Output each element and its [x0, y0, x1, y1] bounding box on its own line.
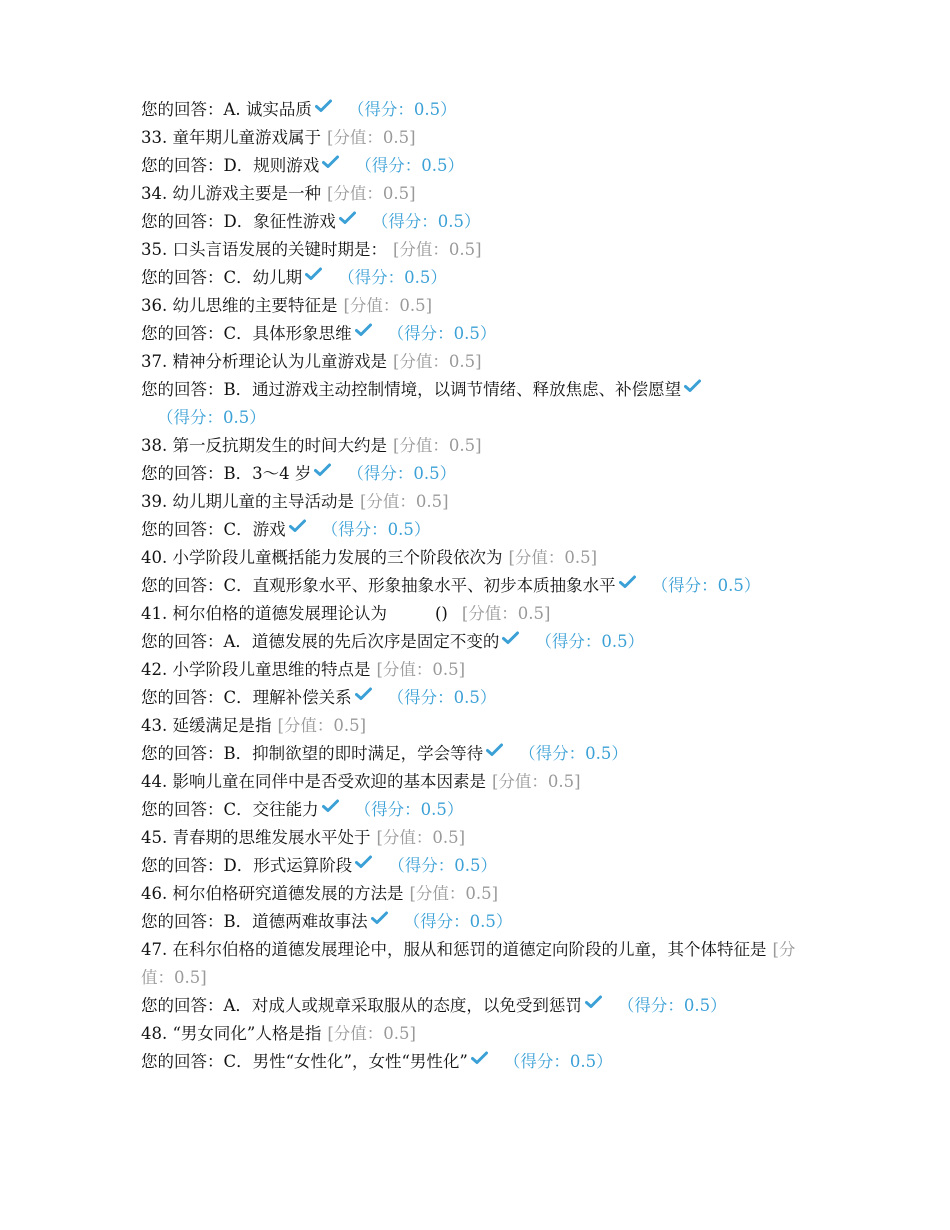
answer-text: B．道德两难故事法 [223, 912, 368, 931]
question-text: 35. 口头言语发展的关键时期是： [141, 240, 387, 259]
answer-prefix: 您的回答： [141, 800, 224, 819]
answer-prefix: 您的回答： [141, 912, 224, 931]
value-label: [分值：0.5] [141, 940, 796, 987]
answer-text: A．对成人或规章采取服从的态度，以免受到惩罚 [223, 996, 582, 1015]
answer-line [141, 992, 821, 1020]
value-label: [分值：0.5] [461, 604, 551, 623]
checkmark-icon [289, 519, 306, 533]
answer-text: B．通过游戏主动控制情境，以调节情绪、释放焦虑、补偿愿望 [223, 380, 682, 399]
question-text: 45. 青春期的思维发展水平处于 [141, 828, 371, 847]
answer-line [141, 908, 821, 936]
question-text: 41. 柯尔伯格的道德发展理论认为 [141, 604, 387, 623]
checkmark-icon [471, 1051, 488, 1065]
value-label: [分值：0.5] [393, 240, 482, 259]
answer-prefix: 您的回答： [141, 380, 224, 399]
checkmark-icon [339, 211, 356, 225]
score-label: （得分：0.5） [347, 100, 457, 119]
answer-line [141, 852, 821, 880]
score-label: （得分：0.5） [617, 996, 727, 1015]
value-label: [分值：0.5] [376, 828, 466, 847]
question-line [141, 712, 821, 740]
checkmark-icon [305, 267, 322, 281]
score-label: （得分：0.5） [347, 464, 457, 483]
answer-line [141, 208, 821, 236]
question-text: 43. 延缓满足是指 [141, 716, 272, 735]
answer-text: A. 诚实品质 [223, 100, 312, 119]
question-text: 36. 幼儿思维的主要特征是 [141, 296, 338, 315]
question-text: 44. 影响儿童在同伴中是否受欢迎的基本因素是 [141, 772, 486, 791]
answer-text: C．男性“女性化”，女性“男性化” [223, 1052, 468, 1071]
score-label: （得分：0.5） [503, 1052, 613, 1071]
answer-prefix: 您的回答： [141, 324, 224, 343]
answer-line [141, 376, 741, 432]
question-line [141, 544, 821, 572]
answer-line [141, 264, 821, 292]
checkmark-icon [684, 379, 701, 393]
score-label: （得分：0.5） [651, 576, 761, 595]
score-label: （得分：0.5） [338, 268, 447, 287]
answer-text: C．幼儿期 [223, 268, 303, 287]
question-text: 46. 柯尔伯格研究道德发展的方法是 [141, 884, 404, 903]
value-label: [分值：0.5] [327, 184, 416, 203]
answer-prefix: 您的回答： [141, 464, 224, 483]
answer-text: D．象征性游戏 [223, 212, 336, 231]
question-line [141, 180, 821, 208]
score-label: （得分：0.5） [519, 744, 628, 763]
checkmark-icon [585, 995, 602, 1009]
answer-line [141, 796, 821, 824]
score-label: （得分：0.5） [387, 688, 497, 707]
question-text: 47. 在科尔伯格的道德发展理论中，服从和惩罚的道德定向阶段的儿童，其个体特征是 [141, 940, 767, 959]
question-line [141, 432, 821, 460]
score-label: （得分：0.5） [535, 632, 645, 651]
checkmark-icon [371, 911, 388, 925]
score-label: （得分：0.5） [321, 520, 431, 539]
answer-prefix: 您的回答： [141, 576, 224, 595]
question-line [141, 292, 821, 320]
question-text: 33. 童年期儿童游戏属于 [141, 128, 321, 147]
value-label: [分值：0.5] [393, 352, 482, 371]
question-text: 37. 精神分析理论认为儿童游戏是 [141, 352, 387, 371]
answer-text: C．交往能力 [223, 800, 319, 819]
value-label: [分值：0.5] [393, 436, 482, 455]
checkmark-icon [314, 463, 331, 477]
answer-line [141, 516, 821, 544]
answer-line [141, 96, 821, 124]
answer-prefix: 您的回答： [141, 996, 224, 1015]
question-text: 38. 第一反抗期发生的时间大约是 [141, 436, 387, 455]
value-label: [分值：0.5] [327, 1024, 416, 1043]
answer-text: C．理解补偿关系 [223, 688, 352, 707]
answer-prefix: 您的回答： [141, 856, 224, 875]
score-label: （得分：0.5） [387, 324, 497, 343]
answer-text: A．道德发展的先后次序是固定不变的 [223, 632, 500, 651]
answer-line [141, 152, 821, 180]
checkmark-icon [619, 575, 636, 589]
answer-line [141, 684, 821, 712]
question-line [141, 488, 821, 516]
question-text: 40. 小学阶段儿童概括能力发展的三个阶段依次为 [141, 548, 503, 567]
checkmark-icon [355, 323, 372, 337]
score-label: （得分：0.5） [355, 156, 464, 175]
answer-line [141, 572, 791, 600]
question-blank: () [435, 604, 448, 623]
question-line [141, 824, 821, 852]
answer-line [141, 320, 821, 348]
question-line [141, 768, 821, 796]
question-text: 39. 幼儿期儿童的主导活动是 [141, 492, 354, 511]
answer-line [141, 1048, 821, 1076]
answer-line [141, 460, 821, 488]
checkmark-icon [355, 687, 372, 701]
quiz-results-document [141, 96, 821, 1076]
checkmark-icon [502, 631, 519, 645]
value-label: [分值：0.5] [492, 772, 581, 791]
question-line [141, 880, 821, 908]
score-label: （得分：0.5） [403, 912, 513, 931]
question-text: 42. 小学阶段儿童思维的特点是 [141, 660, 371, 679]
value-label: [分值：0.5] [343, 296, 433, 315]
value-label: [分值：0.5] [376, 660, 466, 679]
question-line [141, 124, 821, 152]
value-label: [分值：0.5] [360, 492, 449, 511]
question-line [141, 1020, 821, 1048]
value-label: [分值：0.5] [277, 716, 367, 735]
answer-line [141, 740, 821, 768]
answer-text: D．形式运算阶段 [223, 856, 353, 875]
score-label: （得分：0.5） [157, 408, 266, 427]
answer-prefix: 您的回答： [141, 268, 224, 287]
answer-prefix: 您的回答： [141, 156, 224, 175]
checkmark-icon [322, 799, 339, 813]
checkmark-icon [315, 99, 332, 113]
question-text: 34. 幼儿游戏主要是一种 [141, 184, 321, 203]
question-line [141, 348, 821, 376]
score-label: （得分：0.5） [388, 856, 497, 875]
checkmark-icon [355, 855, 372, 869]
answer-text: B．3～4 岁 [223, 464, 312, 483]
question-line [141, 236, 821, 264]
answer-line [141, 628, 821, 656]
answer-text: B．抑制欲望的即时满足，学会等待 [223, 744, 484, 763]
score-label: （得分：0.5） [371, 212, 481, 231]
checkmark-icon [322, 155, 339, 169]
answer-text: C．游戏 [223, 520, 286, 539]
score-label: （得分：0.5） [354, 800, 464, 819]
question-line [141, 656, 821, 684]
value-label: [分值：0.5] [409, 884, 499, 903]
answer-prefix: 您的回答： [141, 520, 224, 539]
answer-text: C．具体形象思维 [223, 324, 352, 343]
value-label: [分值：0.5] [508, 548, 598, 567]
answer-prefix: 您的回答： [141, 100, 224, 119]
question-text: 48. “男女同化”人格是指 [141, 1024, 322, 1043]
question-line [141, 600, 821, 628]
question-line [141, 936, 811, 992]
answer-prefix: 您的回答： [141, 688, 224, 707]
answer-prefix: 您的回答： [141, 744, 224, 763]
answer-text: C．直观形象水平、形象抽象水平、初步本质抽象水平 [223, 576, 616, 595]
answer-prefix: 您的回答： [141, 212, 224, 231]
checkmark-icon [486, 743, 503, 757]
value-label: [分值：0.5] [327, 128, 416, 147]
answer-text: D．规则游戏 [223, 156, 320, 175]
answer-prefix: 您的回答： [141, 1052, 224, 1071]
answer-prefix: 您的回答： [141, 632, 224, 651]
